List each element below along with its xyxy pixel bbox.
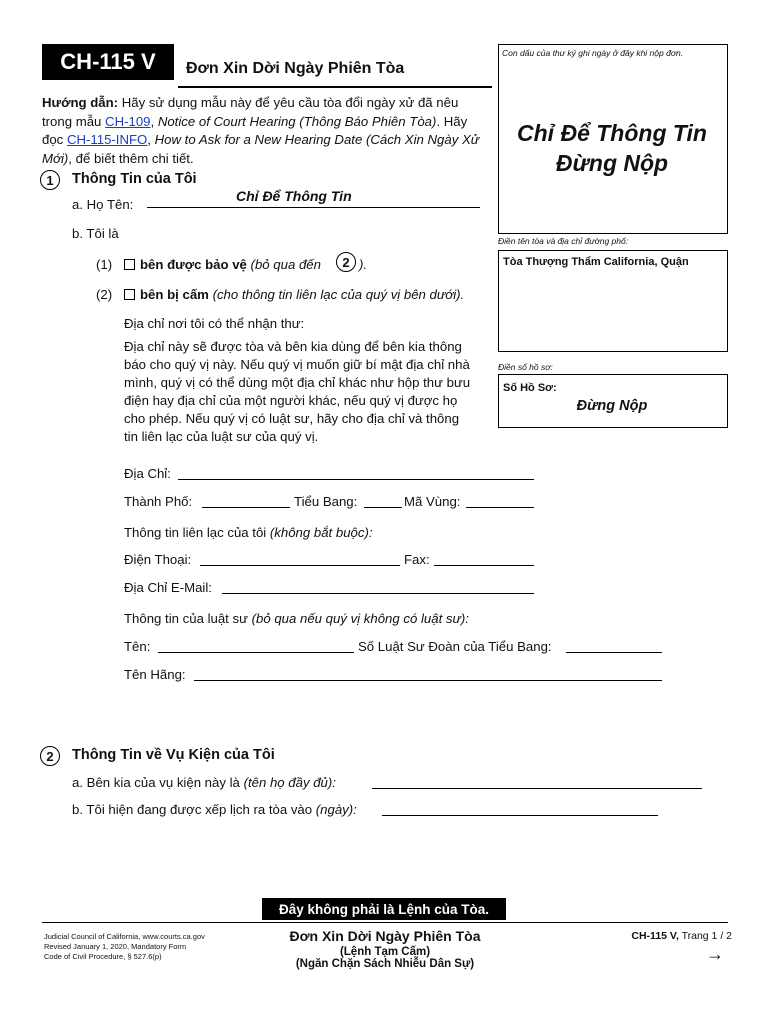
instructions-italic: Notice of Court Hearing (Thông Báo Phiên Tòa) — [157, 113, 437, 129]
address-field[interactable] — [178, 479, 534, 480]
state-field[interactable] — [364, 507, 402, 508]
hearing-date-text: b. Tôi hiện đang được xếp lịch ra tòa vào — [72, 802, 313, 817]
case-label: Điền số hồ sơ: — [498, 362, 553, 372]
mail-paragraph: Địa chỉ này sẽ được tòa và bên kia dùng để bên kia thông báo cho quý vị này. Nếu quý vị muốn giữ bí mật địa chỉ nhà mình, quý vị có thể dùng một địa chỉ khác như hộp thư bưu điện hay địa chỉ của một người khác, nếu quý vị được họ cho phép. Nếu quý vị có luật sư, hãy cho địa chỉ và thông tin liên lạc của luật sư của quý vị. — [124, 339, 471, 444]
court-label: Điền tên tòa và địa chỉ đường phố: — [498, 236, 629, 246]
instructions-text: , — [147, 132, 155, 147]
footer-legal-line: Revised January 1, 2020, Mandatory Form — [44, 942, 187, 951]
bar-number-label: Số Luật Sư Đoàn của Tiểu Bang: — [358, 639, 552, 654]
other-party-text: a. Bên kia của vụ kiện này là — [72, 775, 240, 790]
bar-number-field[interactable] — [566, 652, 662, 653]
option-2-text: bên bị cấm — [140, 287, 209, 302]
page-form-code: CH-115 V, — [631, 930, 679, 942]
page-count: Trang 1 / 2 — [678, 930, 732, 942]
link-ch-115-info[interactable]: CH-115-INFO — [66, 132, 148, 147]
contact-optional: (không bắt buộc): — [269, 525, 373, 540]
fax-field[interactable] — [434, 565, 534, 566]
footer-subtitle-1: (Lệnh Tạm Cấm) — [339, 946, 431, 958]
instructions — [42, 94, 490, 168]
restrained-party-checkbox[interactable] — [124, 289, 135, 300]
footer-title-main: Đơn Xin Dời Ngày Phiên Tòa — [289, 928, 481, 944]
other-party-label — [72, 775, 336, 790]
option-2-label — [140, 287, 464, 302]
protected-party-checkbox[interactable] — [124, 259, 135, 270]
footer-legal-line: Code of Civil Procedure, § 527.6(p) — [44, 952, 162, 961]
hearing-date-note: (ngày): — [315, 802, 357, 817]
form-title: Đơn Xin Dời Ngày Phiên Tòa — [186, 60, 405, 77]
zip-label: Mã Vùng: — [404, 494, 461, 509]
footer-rule — [42, 922, 728, 923]
footer-legal — [44, 932, 205, 962]
title-rule — [178, 86, 492, 88]
option-1-number: (1) — [96, 257, 113, 272]
name-value: Chỉ Để Thông Tin — [236, 188, 352, 204]
option-2-note: (cho thông tin liên lạc của quý vị bên dưới). — [212, 287, 465, 302]
stamp-line-2: Đừng Nộp — [555, 150, 669, 176]
instructions-text: . Hãy đọc — [42, 113, 468, 147]
contact-heading — [124, 525, 373, 540]
address-label: Địa Chỉ: — [124, 466, 171, 481]
footer-title — [250, 928, 520, 970]
stamp-note: Con dấu của thư ký ghi ngày ở đây khi nộp đơn. — [502, 48, 684, 58]
lawyer-name-label: Tên: — [124, 639, 151, 654]
lawyer-heading-text: Thông tin của luật sư — [124, 611, 248, 626]
option-1-note: (bỏ qua đến — [250, 257, 321, 272]
firm-name-field[interactable] — [194, 680, 662, 681]
name-label: a. Họ Tên: — [72, 197, 134, 212]
phone-label: Điện Thoại: — [124, 552, 192, 567]
i-am-label: b. Tôi là — [72, 226, 119, 241]
lawyer-name-field[interactable] — [158, 652, 354, 653]
lawyer-heading — [124, 611, 469, 626]
state-label: Tiểu Bang: — [294, 494, 358, 509]
name-field[interactable] — [147, 207, 480, 208]
option-2-number: (2) — [96, 287, 113, 302]
firm-name-label: Tên Hãng: — [124, 667, 186, 682]
hearing-date-label — [72, 802, 357, 817]
phone-field[interactable] — [200, 565, 400, 566]
section-2-number: 2 — [40, 746, 60, 766]
instructions-label: Hướng dẫn: — [42, 95, 119, 110]
section-2-title: Thông Tin về Vụ Kiện của Tôi — [72, 747, 275, 763]
case-number-value: Đừng Nộp — [576, 398, 648, 414]
option-1-label — [140, 257, 321, 272]
link-ch-109[interactable]: CH-109 — [105, 113, 151, 129]
form-code: CH-115 V — [42, 44, 174, 80]
city-field[interactable] — [202, 507, 290, 508]
section-1-number: 1 — [40, 170, 60, 190]
stamp-line-1: Chỉ Để Thông Tin — [517, 120, 707, 146]
footer-legal-line: Judicial Council of California, www.courts.ca.gov — [44, 932, 205, 941]
city-label: Thành Phố: — [124, 494, 193, 509]
court-name: Tòa Thượng Thẩm California, Quận — [503, 256, 689, 268]
instructions-text: Hãy sử dụng mẫu này để yêu cầu tòa đổi ngày xử đã nêu trong mẫu — [42, 95, 459, 129]
page-number — [560, 930, 732, 942]
zip-field[interactable] — [466, 507, 534, 508]
other-party-field[interactable] — [372, 788, 702, 789]
other-party-note: (tên họ đầy đủ): — [243, 775, 336, 790]
stamp-watermark — [498, 118, 726, 178]
next-page-arrow-icon[interactable]: → — [706, 944, 724, 964]
skip-to-section-2: 2 — [336, 252, 356, 272]
hearing-date-field[interactable] — [382, 815, 658, 816]
option-1-tail: ). — [359, 257, 368, 272]
instructions-italic: How to Ask for a New Hearing Date (Cách Xin Ngày Xử Mới) — [42, 132, 480, 166]
instructions-text: , — [150, 113, 158, 129]
not-court-order-banner: Đây không phải là Lệnh của Tòa. — [262, 898, 506, 920]
section-1-title: Thông Tin của Tôi — [72, 171, 197, 187]
case-number-label: Số Hồ Sơ: — [503, 382, 557, 394]
contact-heading-text: Thông tin liên lạc của tôi — [124, 525, 267, 540]
lawyer-note: (bỏ qua nếu quý vị không có luật sư): — [251, 611, 469, 626]
email-label: Địa Chỉ E-Mail: — [124, 580, 212, 595]
option-1-text: bên được bảo vệ — [140, 257, 247, 272]
instructions-text: , để biết thêm chi tiết. — [68, 150, 194, 166]
mail-heading: Địa chỉ nơi tôi có thể nhận thư: — [124, 316, 305, 331]
footer-subtitle-2: (Ngăn Chặn Sách Nhiễu Dân Sự) — [295, 958, 475, 970]
email-field[interactable] — [222, 593, 534, 594]
fax-label: Fax: — [404, 552, 430, 567]
